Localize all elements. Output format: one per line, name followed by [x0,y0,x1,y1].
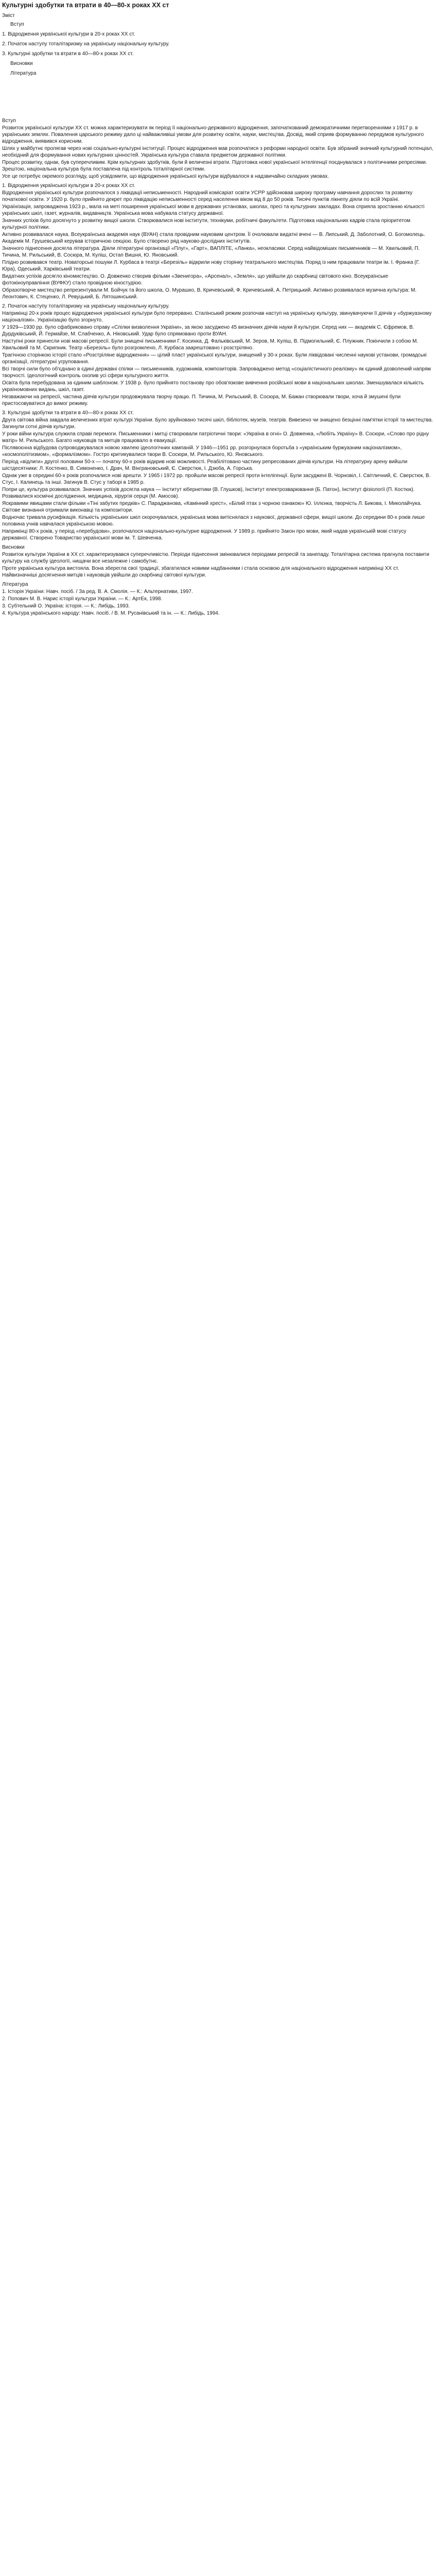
body-paragraph: Видатних успіхів досягло кіномистецтво. О. Довженко створив фільми «Звенигора», «Арсенал», «Земля», що увійшли до скарбниці світового кіно. Всеукраїнське фотокіноуправління (ВУФКУ) стало провідною кіностудією. [2,274,389,286]
body-paragraph: Відродження української культури розпочалося з ліквідації неписьменності. Народний комісаріат освіти УСРР здійснював широку програму навчання дорослих та розвитку початкової освіти. У 1920 р. було прийнято декрет про ліквідацію неписьменності серед населення віком від 8 до 50 років. Тисячі пунктів лікнепу діяли по всій Україні. [2,190,413,203]
document-page [2,0,434,620]
body-paragraph: Однак уже в середині 60-х років розпочалися нові арешти. У 1965 і 1972 рр. пройшли масові репресії проти інтелігенції. Були засуджені В. Чорновіл, І. Світличний, Є. Сверстюк, В. Стус, І. Калинець та інші. Загинув В. Стус у таборі в 1985 р. [2,473,431,486]
toc-item[interactable]: 1. Відродження української культури в 20-х роках XX ст. [2,31,135,38]
section-heading: 2. Початок наступу тоталітаризму на українську національну культуру. [2,303,170,310]
toc-list [2,21,434,77]
section-heading: Висновки [2,545,25,551]
body-paragraph: 1. Історія України: Навч. посіб. / За ред. В. А. Смолія. — К.: Альтернативи, 1997. [2,589,193,595]
body-paragraph: Попри це, культура розвивалася. Значних успіхів досягла наука — Інститут кібернетики (В. Глушков), Інститут електрозварювання (Б. Патон), Інститут фізіології (П. Костюк). Розвивалися космічні дослідження, медицина, хірургія серця (М. Амосов). [2,487,415,500]
body-paragraph: 4. Культура українського народу: Навч. посіб. / В. М. Русанівський та ін. — К.: Либідь, 1994. [2,611,220,617]
toc-item[interactable]: 3. Культурні здобутки та втрати в 40—80-х роках XX ст. [2,51,134,57]
body-paragraph: Наступні роки принесли нові масові репресії. Були знищені письменники Г. Косинка, Д. Фальківський, М. Зеров, М. Куліш, В. Підмогильний, Є. Плужник. Покінчили з собою М. Хвильовий та М. Скрипник. Театр «Березіль» було розгромлено, Л. Курбаса заарештовано і розстріляно. [2,338,418,351]
body-paragraph: Активно розвивалася наука. Всеукраїнська академія наук (ВУАН) стала провідним науковим центром. Її очолювали видатні вчені — В. Липський, Д. Заболотний, О. Богомолець. Академік М. Грушевський керував історичною секцією. Було створено ряд науково-дослідних інститутів. [2,232,425,245]
body-paragraph: Яскравими явищами стали фільми «Тіні забутих предків» С. Параджанова, «Камінний хрест», «Білий птах з чорною ознакою» Ю. Іллєнка, творчість Л. Биковa, І. Миколайчука. Світове визнання отримали виконавці та композитори. [2,501,422,514]
body-paragraph: Значних успіхів було досягнуто у розвитку вищої школи. Створювалися нові інститути, технікуми, робітничі факультети. Підготовка національних кадрів стала пріоритетом культурної політики. [2,218,411,231]
body-paragraph: Проте українська культура вистояла. Вона зберегла свої традиції, збагатилася новими надбаннями і стала основою для національного відродження наприкінці XX ст. Найвизначніші досягнення митців і науковців увійшли до скарбниці світової культури. [2,566,399,579]
body-paragraph: Всі творчі сили було об'єднано в єдині державні спілки — письменників, художників, композиторів. Запроваджено метод «соціалістичного реалізму» як єдиний дозволений напрям творчості. Ідеологічний контроль охопив усі сфери культурного життя. [2,366,431,379]
section-heading: 3. Культурні здобутки та втрати в 40—80-х роках XX ст. [2,410,134,416]
body-paragraph: Значного піднесення досягла література. Діяли літературні організації «Плуг», «Гарт», ВАПЛІТЕ, «Ланка», неокласики. Серед найвідоміших письменників — М. Хвильовий, П. Тичина, М. Рильський, В. Сосюра, М. Куліш, Остап Вишня, Ю. Яновський. [2,246,420,259]
body-paragraph: Освіта була перебудована за єдиним шаблоном. У 1938 р. було прийнято постанову про обов'язкове вивчення російської мови в національних школах. Зменшувалася кількість україномовних видань, шкіл, газет. [2,380,424,393]
body-paragraph: 3. Субтельний О. Україна: історія. — К.: Либідь, 1993. [2,603,130,609]
body-paragraph: У 1929—1930 рр. було сфабриковано справу «Спілки визволення України», за якою засуджено 45 визначних діячів науки й культури. Серед них — академік С. Єфремов, В. Дурдуківський, Й. Гермайзе, М. Слабченко, А. Ніковський. Удар було спрямовано проти ВУАН. [2,325,414,337]
toc-item[interactable]: 2. Початок наступу тоталітаризму на українську національну культуру. [2,41,170,47]
body-paragraph: Усе це потребує окремого розгляду, щоб усвідомити, що відродження української культури відбувалося в надзвичайно складних умовах. [2,174,329,180]
section-heading: Вступ [2,118,16,124]
body-paragraph: Розвиток культури України в XX ст. характеризувався суперечливістю. Періоди піднесення змінювалися періодами репресій та занепаду. Тоталітарна система прагнула поставити культуру на службу ідеології, нищачи все незалежне і самобутнє. [2,552,429,565]
toc-item[interactable]: Література [10,71,37,77]
body-paragraph: Процес розвитку, однак, був суперечливим. Крім культурних здобутків, були й величезні втрати. Підготовка нової української інтелігенції поєднувалася з політичними репресіями. Зрештою, національна культура була поставлена під контроль тоталітарної системи. [2,160,427,173]
toc-heading: Зміст [2,13,15,19]
toc-item[interactable]: Вступ [10,22,24,28]
body-paragraph: Українізація, запроваджена 1923 р., мала на меті поширення української мови в державних установах, школах, пресі та культурних закладах. Вона сприяла зростанню кількості українських шкіл, газет, журналів, видавництв. Українська мова набувала статусу державної. [2,204,425,217]
spacer [2,617,434,620]
body-paragraph: Образотворче мистецтво репрезентували М. Бойчук та його школа, О. Мурашко, В. Кричевський, Ф. Кричевський, А. Петрицький. Активно розвивалася музична культура: М. Леонтович, К. Стеценко, Л. Ревуцький, Б. Лятошинський. [2,287,417,300]
body-paragraph: У роки війни культура служила справі перемоги. Письменники і митці створювали патріотичні твори: «Україна в огні» О. Довженка, «Любіть Україну» В. Сосюри, «Слово про рідну матір» М. Рильського. Багато науковців та митців працювало в евакуації. [2,431,429,444]
body-paragraph: Розвиток української культури XX ст. можна характеризувати як період її національно-державного відродження, започаткований демократичними перетвореннями з 1917 р. в українських землях. Повалення царського режиму дало ці найважливіші умови для розвитку освіти, науки, мистецтва. Досвід, який сприяв формуванню передумов культурного відродження, виявився корисним. [2,125,424,145]
body-paragraph: Незважаючи на репресії, частина діячів культури продовжувала творчу працю. П. Тичина, М. Рильський, В. Сосюра, М. Бажан створювали твори, хоча й змушені були пристосовуватися до вимог режиму. [2,394,401,407]
toc-item[interactable]: Висновки [10,61,33,67]
body-paragraph: Післявоєнна відбудова супроводжувалася новою хвилею ідеологічних кампаній. У 1946—1951 рр. розгорнулася боротьба з «українським буржуазним націоналізмом», «космополітизмом», «формалізмом». Гостро критикувалися твори В. Сосюри, М. Рильського, Ю. Яновського. [2,445,402,458]
body-paragraph: 2. Попович М. В. Нарис історії культури України. — К.: АртЕк, 1998. [2,596,163,602]
document-title: Культурні здобутки та втрати в 40—80-х роках XX ст [2,2,169,9]
table-of-contents [2,12,434,77]
body-paragraph: Наприкінці 20-х років процес відродження української культури було перервано. Сталінський режим розпочав наступ на українську культуру, звинувачуючи її діячів у «буржуазному націоналізмі». Українізацію було згорнуто. [2,311,432,324]
body-paragraph: Період «відлиги» другої половини 50-х — початку 60-х років відкрив нові можливості. Реабілітовано частину репресованих діячів культури. На літературну арену вийшли шістдесятники: Л. Костенко, В. Симоненко, І. Драч, М. Вінграновський, Є. Сверстюк, І. Дзюба, А. Горська. [2,459,408,472]
body-paragraph: Наприкінці 80-х років, у період «перебудови», розпочалося національно-культурне відродження. У 1989 р. прийнято Закон про мови, який надав українській мові статусу державної. Створено Товариство української мови ім. Т. Шевченка. [2,529,407,541]
document-body [2,117,434,617]
body-paragraph: Друга світова війна завдала величезних втрат культурі України. Було зруйновано тисячі шкіл, бібліотек, музеїв, театрів. Вивезено чи знищено безцінні пам'ятки історії та мистецтва. Загинули сотні діячів культури. [2,417,433,430]
body-paragraph: Водночас тривала русифікація. Кількість українських шкіл скорочувалася, українська мова витіснялася з наукової, державної сфери, вищої школи. До середини 80-х років лише половина учнів навчалася українською мовою. [2,515,425,528]
body-paragraph: Шлях у майбутнє пролягав через нові соціально-культурні інституції. Процес відродження мав розпочатися з реформи народної освіти. Був зібраний значний культурний потенціал, необхідний для формування нових культурних цінностей. Українська культура ставала предметом державної політики. [2,146,433,159]
spacer [2,85,434,115]
section-heading: Література [2,582,28,588]
body-paragraph: Трагічною сторінкою історії стало «Розстріляне відродження» — цілий пласт української культури, знищений у 30-х роках. Були ліквідовані численні наукові установи, громадські організації, літературні угруповання. [2,352,427,365]
section-heading: 1. Відродження української культури в 20-х роках XX ст. [2,183,135,189]
body-paragraph: Плідно розвивався театр. Новаторські пошуки Л. Курбаса в театрі «Березіль» відкрили нову сторінку театрального мистецтва. Поряд із ним працювали театри ім. І. Франка (Г. Юра), Одеський, Харківський театри. [2,260,420,273]
